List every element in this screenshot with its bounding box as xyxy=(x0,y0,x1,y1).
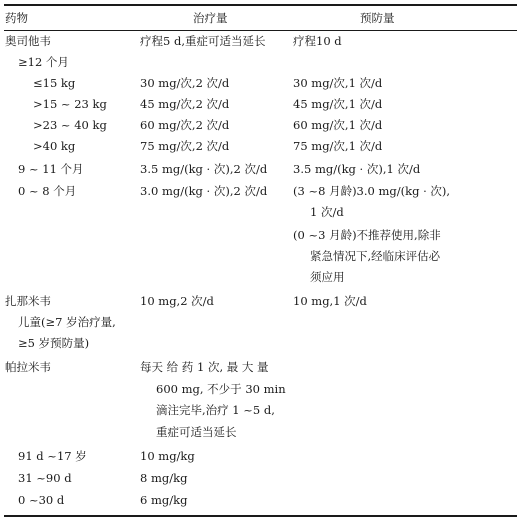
header-prevention: 预防量 xyxy=(360,11,395,25)
treatment-line: 600 mg, 不少于 30 min xyxy=(156,382,286,396)
age-group: 0 ~ 8 个月 xyxy=(18,184,77,198)
prevention-cell: 45 mg/次,1 次/d xyxy=(293,97,383,111)
drug-oseltamivir: 奥司他韦 xyxy=(5,34,51,48)
treatment-cell: 3.5 mg/(kg · 次),2 次/d xyxy=(140,162,268,176)
prevention-cell: 75 mg/次,1 次/d xyxy=(293,139,383,153)
treatment-line: 每天 给 药 1 次, 最 大 量 xyxy=(140,360,269,374)
prevention-cell: 60 mg/次,1 次/d xyxy=(293,118,383,132)
treatment-line: 重症可适当延长 xyxy=(156,425,237,439)
treatment-cell: 10 mg/kg xyxy=(140,449,195,463)
age-group-line: 儿童(≥7 岁治疗量, xyxy=(18,315,116,329)
prevention-line: 紧急情况下,经临床评估必 xyxy=(310,249,441,263)
treatment-cell: 6 mg/kg xyxy=(140,493,188,507)
prevention-line: (0 ~3 月龄)不推荐使用,除非 xyxy=(293,228,441,242)
age-group: 0 ~30 d xyxy=(18,493,65,507)
age-group: 31 ~90 d xyxy=(18,471,72,485)
treatment-cell: 30 mg/次,2 次/d xyxy=(140,76,230,90)
prevention-cell: 疗程10 d xyxy=(293,34,342,48)
prevention-line: 须应用 xyxy=(310,270,345,284)
treatment-cell: 45 mg/次,2 次/d xyxy=(140,97,230,111)
age-group: ≥12 个月 xyxy=(18,55,69,69)
age-group: 9 ~ 11 个月 xyxy=(18,162,84,176)
weight-band: >40 kg xyxy=(33,139,76,153)
treatment-cell: 10 mg,2 次/d xyxy=(140,294,214,308)
treatment-cell: 8 mg/kg xyxy=(140,471,188,485)
drug-zanamivir: 扎那米韦 xyxy=(5,294,51,308)
weight-band: ≤15 kg xyxy=(33,76,76,90)
weight-band: >15 ~ 23 kg xyxy=(33,97,107,111)
treatment-cell: 75 mg/次,2 次/d xyxy=(140,139,230,153)
treatment-cell: 疗程5 d,重症可适当延长 xyxy=(140,34,266,48)
bottom-rule xyxy=(4,515,517,517)
drug-peramivir: 帕拉米韦 xyxy=(5,360,51,374)
treatment-cell: 3.0 mg/(kg · 次),2 次/d xyxy=(140,184,268,198)
prevention-cell: 3.5 mg/(kg · 次),1 次/d xyxy=(293,162,421,176)
prevention-line: 1 次/d xyxy=(310,205,344,219)
prevention-cell: 10 mg,1 次/d xyxy=(293,294,367,308)
treatment-line: 滴注完毕,治疗 1 ~5 d, xyxy=(156,403,275,417)
age-group-line: ≥5 岁预防量) xyxy=(18,336,90,350)
top-rule xyxy=(4,4,517,6)
treatment-cell: 60 mg/次,2 次/d xyxy=(140,118,230,132)
header-drug: 药物 xyxy=(5,11,28,25)
age-group: 91 d ~17 岁 xyxy=(18,449,87,463)
header-treatment: 治疗量 xyxy=(193,11,228,25)
weight-band: >23 ~ 40 kg xyxy=(33,118,107,132)
prevention-line: (3 ~8 月龄)3.0 mg/(kg · 次), xyxy=(293,184,451,198)
prevention-cell: 30 mg/次,1 次/d xyxy=(293,76,383,90)
